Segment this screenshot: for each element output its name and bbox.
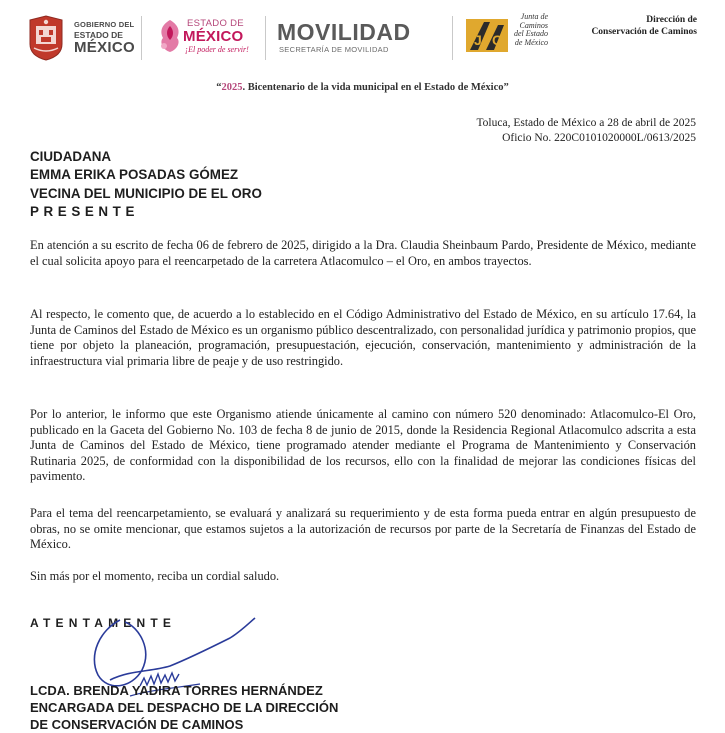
direction-line1: Dirección de [646,15,697,25]
jc-line3: del Estado [514,29,548,39]
movilidad-title: MOVILIDAD [277,19,411,45]
gobierno-edomex-wordmark [74,20,135,56]
gov-line1: GOBIERNO DEL [74,20,135,29]
direction-line2: Conservación de Caminos [591,26,697,37]
jc-line4: de México [514,37,548,47]
direction-heading [565,15,697,38]
jc-line1: Junta de [520,12,548,21]
paragraph-4: Para el tema del reencarpetamiento, se evaluará y analizará su requerimiento y de esta forma pueda entrar en algún presupuesto de obras, no se omite mencionar, que estamos sujetos a la autorización de recursos por parte de la Secretaría de Finanzas del Estado de México. [30,506,696,552]
motto-year: 2025 [221,82,243,93]
recipient-name: EMMA ERIKA POSADAS GÓMEZ [30,167,239,183]
svg-text:C: C [492,32,503,48]
header-divider [265,16,266,60]
motto-text: . Bicentenario de la vida municipal en el Estado de México” [242,82,509,93]
edomex-line1: ESTADO DE [187,18,244,29]
estado-de-mexico-logo [153,15,258,57]
year-motto [0,82,725,93]
signer-name: LCDA. BRENDA YADIRA TORRES HERNÁNDEZ [30,683,323,698]
motto-open-quote: “ [216,82,222,93]
signer-position: ENCARGADA DEL DESPACHO DE LA DIRECCIÓN [30,700,339,715]
junta-de-caminos-wordmark [512,13,548,47]
junta-de-caminos-logo [464,17,510,54]
paragraph-3: Por lo anterior, le informo que este Organismo atiende únicamente al camino con número 520 denominado: Atlacomulco-El Oro, publicado en la Gaceta del Gobierno No. 103 de fecha 8 de junio de 2015, donde la Residencia Regional Atlacomulco adscrita a esta Junta de Caminos del Estado de México, tiene programado atender mediante el Programa de Mantenimiento y Conservación Rutinaria 2025, de conformidad con la disponibilidad de los recursos, ello con la finalidad de mejorar las condiciones físicas del pavimento. [30,407,696,484]
recipient-title: CIUDADANA [30,149,112,164]
edomex-tagline: ¡El poder de servir! [185,45,249,54]
gov-line2: ESTADO DE [74,30,123,40]
oficio-number: Oficio No. 220C0101020000L/0613/2025 [502,131,696,144]
gov-line3: MÉXICO [74,39,135,56]
edomex-line2: MÉXICO [183,28,244,45]
closing-atentamente: ATENTAMENTE [30,616,177,630]
header-divider [452,16,453,60]
place-date: Toluca, Estado de México a 28 de abril de 2025 [476,117,696,129]
signer-department: DE CONSERVACIÓN DE CAMINOS [30,717,244,732]
svg-text:J: J [474,32,482,48]
signer-block [30,682,338,733]
recipient-block [30,148,262,222]
gobierno-edomex-shield-logo [26,14,66,62]
jc-line2: Caminos [519,20,548,30]
movilidad-subtitle: SECRETARÍA DE MOVILIDAD [279,45,389,54]
paragraph-5: Sin más por el momento, reciba un cordial saludo. [30,569,280,583]
recipient-presente: PRESENTE [30,204,139,220]
recipient-location: VECINA DEL MUNICIPIO DE EL ORO [30,185,262,201]
paragraph-1: En atención a su escrito de fecha 06 de febrero de 2025, dirigido a la Dra. Claudia Sheinbaum Pardo, Presidente de México, mediante el cual solicita apoyo para el reencarpetado de la carretera Atlacomulco – el Oro, en ambos trayectos. [30,238,696,268]
paragraph-2: Al respecto, le comento que, de acuerdo a lo establecido en el Código Administrativo del Estado de México, en su artículo 17.64, la Junta de Caminos del Estado de México es un organismo público descentralizado, con personalidad jurídica y patrimonio propios, que tiene por objeto la planeación, programación, presupuestación, ejecución, conservación, mantenimiento y administración de la infraestructura vial primaria libre de peaje y de uso restringido. [30,307,696,368]
header-divider [141,16,142,60]
place-and-reference [380,116,696,145]
